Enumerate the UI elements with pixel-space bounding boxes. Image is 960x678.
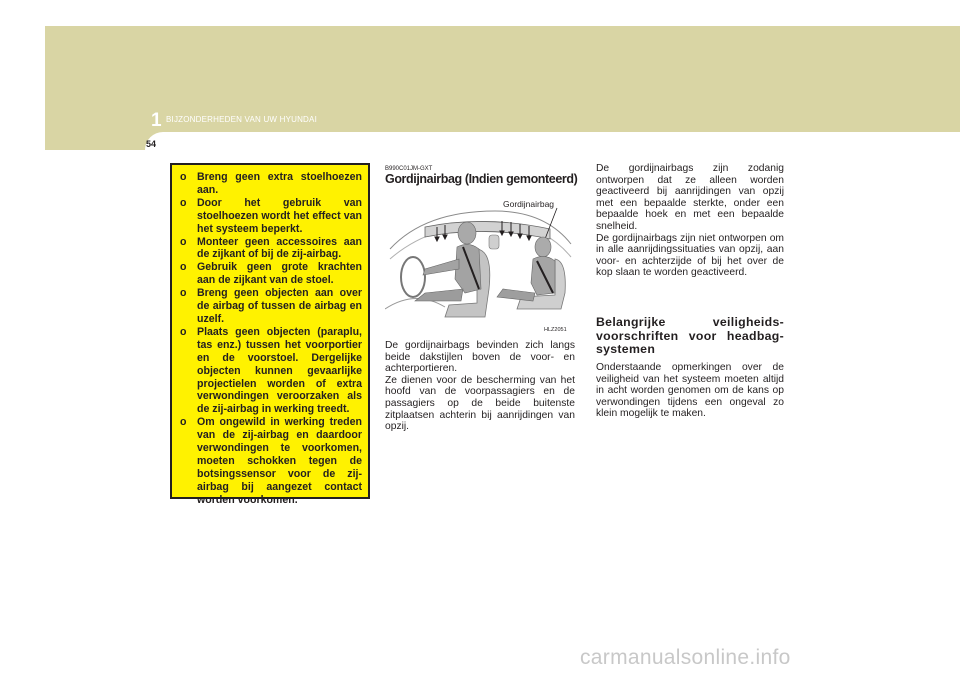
page-number: 54 bbox=[146, 139, 157, 149]
curtain-airbag-description bbox=[385, 340, 575, 433]
paragraph: Ze dienen voor de bescherming van het hoofd van de voorpassagiers en de passagiers op de beide buitenste zitplaatsen achterin bij aanrijdingen van opzij. bbox=[385, 374, 575, 433]
watermark: carmanualsonline.info bbox=[580, 646, 791, 669]
car-interior-illustration bbox=[385, 189, 575, 337]
warning-box bbox=[170, 163, 370, 506]
paragraph: De gordijnairbags zijn zodanig ontworpen dat ze alleen worden geactiveerd bij aanrijdingen van opzij met een bepaalde sterkte, onder een bepaalde hoek en met een bepaalde snelheid. bbox=[596, 163, 784, 232]
warning-item: o Monteer geen accessoires aan de zijkant of bij de zij-airbag. bbox=[180, 235, 362, 261]
safety-intro bbox=[596, 362, 784, 420]
paragraph: De gordijnairbags zijn niet ontworpen om in alle aanrijdingssituaties van opzij, aan voor- en achterzijde of bij het over de kop slaan te worden geactiveerd. bbox=[596, 232, 784, 279]
curtain-airbag-figure bbox=[385, 189, 575, 337]
safety-heading: Belangrijke veiligheids-voorschriften voor headbag-systemen bbox=[596, 315, 784, 356]
header-notch bbox=[45, 132, 960, 150]
figure-label: Gordijnairbag bbox=[503, 199, 555, 209]
figure-code: HLZ2051 bbox=[544, 327, 567, 333]
warning-item: o Door het gebruik van stoelhoezen wordt het effect van het systeem beperkt. bbox=[180, 196, 362, 235]
paragraph: Onderstaande opmerkingen over de veiligheid van het systeem moeten altijd in acht worden genomen om de kans op verwondingen tijdens een ongeval zo klein mogelijk te maken. bbox=[596, 362, 784, 420]
warning-item: o Breng geen extra stoelhoezen aan. bbox=[180, 171, 362, 196]
section-title: Gordijnairbag (Indien gemonteerd) bbox=[385, 172, 578, 186]
chapter-number: 1 bbox=[151, 110, 162, 131]
warning-item: o Plaats geen objecten (paraplu, tas enz.) tussen het voorportier en de voorstoel. Dergelijke objecten kunnen gevaarlijke projectielen worden of extra verwondingen veroorzaken als de zij-airbag in werking treedt. bbox=[180, 325, 362, 416]
warning-item: o Gebruik geen grote krachten aan de zijkant van de stoel. bbox=[180, 261, 362, 287]
section-code: B990C01JM-GXT bbox=[385, 166, 433, 172]
chapter-title: BIJZONDERHEDEN VAN UW HYUNDAI bbox=[166, 115, 317, 124]
warning-item: o Om ongewild in werking treden van de zij-airbag en daardoor verwondingen te voorkomen, moeten schokken tegen de botsingssensor voor de zij-airbag bij aangezet contact worden voorkomen. bbox=[180, 416, 362, 506]
warning-item: o Breng geen objecten aan over de airbag of tussen de airbag en uzelf. bbox=[180, 287, 362, 325]
activation-description bbox=[596, 163, 784, 279]
paragraph: De gordijnairbags bevinden zich langs beide dakstijlen boven de voor- en achterportieren. bbox=[385, 340, 575, 375]
